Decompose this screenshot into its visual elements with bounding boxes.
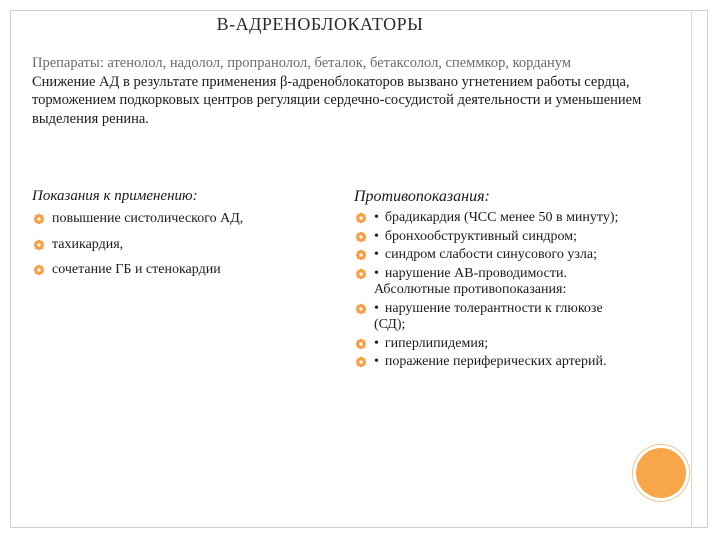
contraindications-heading: Противопоказания: — [354, 188, 490, 205]
middle-dot-marker: • — [374, 228, 379, 244]
mechanism-explanation: Снижение АД в результате применения β-адреноблокаторов вызвано угнетением работы сердца, торможением подкорковых центров регуляции сердечно-сосудистой деятельности и уменьшением выделения ренина. — [32, 73, 642, 127]
middle-dot-marker: • — [374, 335, 379, 351]
contraindication-item-text: нарушение толерантности к глюкозе (СД); — [374, 300, 603, 332]
indication-item-text: повышение систолического АД, — [52, 211, 244, 226]
flower-bullet-icon — [33, 264, 45, 276]
contraindication-item-text: нарушение АВ-проводимости. Абсолютные противопоказания: — [374, 265, 567, 297]
contraindication-item-text: синдром слабости синусового узла; — [384, 247, 597, 262]
flower-bullet-icon — [355, 231, 367, 243]
middle-dot-marker: • — [374, 354, 379, 369]
flower-bullet-icon — [355, 268, 367, 280]
decorative-orange-circle — [636, 448, 686, 498]
flower-bullet-icon — [355, 338, 367, 350]
contraindication-item-text: поражение периферических артерий. — [384, 354, 607, 369]
contraindication-item — [354, 301, 634, 334]
contraindications-list — [354, 210, 634, 371]
indications-heading: Показания к применению: — [32, 188, 198, 204]
flower-bullet-icon — [355, 303, 367, 315]
indication-item-text: тахикардия, — [52, 236, 124, 252]
intro-text — [32, 54, 672, 128]
contraindication-item — [354, 266, 634, 299]
contraindication-item — [354, 354, 634, 371]
page-title: B-АДРЕНОБЛОКАТОРЫ — [216, 14, 424, 34]
middle-dot-marker: • — [374, 247, 379, 262]
indication-item — [32, 237, 332, 254]
flower-bullet-icon — [355, 249, 367, 261]
contraindication-item — [354, 210, 634, 227]
indication-item — [32, 211, 332, 228]
indications-list — [32, 211, 332, 279]
contraindication-item-text: гиперлипидемия; — [384, 335, 489, 351]
indication-item — [32, 262, 332, 279]
flower-bullet-icon — [33, 213, 45, 225]
flower-bullet-icon — [33, 239, 45, 251]
contraindication-item — [354, 247, 634, 264]
indications-column — [32, 188, 332, 288]
indication-item-text: сочетание ГБ и стенокардии — [52, 262, 221, 277]
middle-dot-marker: • — [374, 300, 379, 316]
contraindications-column — [354, 188, 634, 373]
contraindication-item-text: брадикардия (ЧСС менее 50 в минуту); — [384, 210, 619, 225]
contraindication-item — [354, 229, 634, 246]
contraindication-item — [354, 336, 634, 353]
drug-list: Препараты: атенолол, надолол, пропранолол, беталок, бетаксолол, спеммкор, корданум — [32, 55, 572, 71]
flower-bullet-icon — [355, 212, 367, 224]
middle-dot-marker: • — [374, 265, 379, 281]
contraindication-item-text: бронхообструктивный синдром; — [384, 228, 577, 244]
flower-bullet-icon — [355, 356, 367, 368]
right-divider-line — [691, 10, 692, 528]
middle-dot-marker: • — [374, 210, 379, 225]
